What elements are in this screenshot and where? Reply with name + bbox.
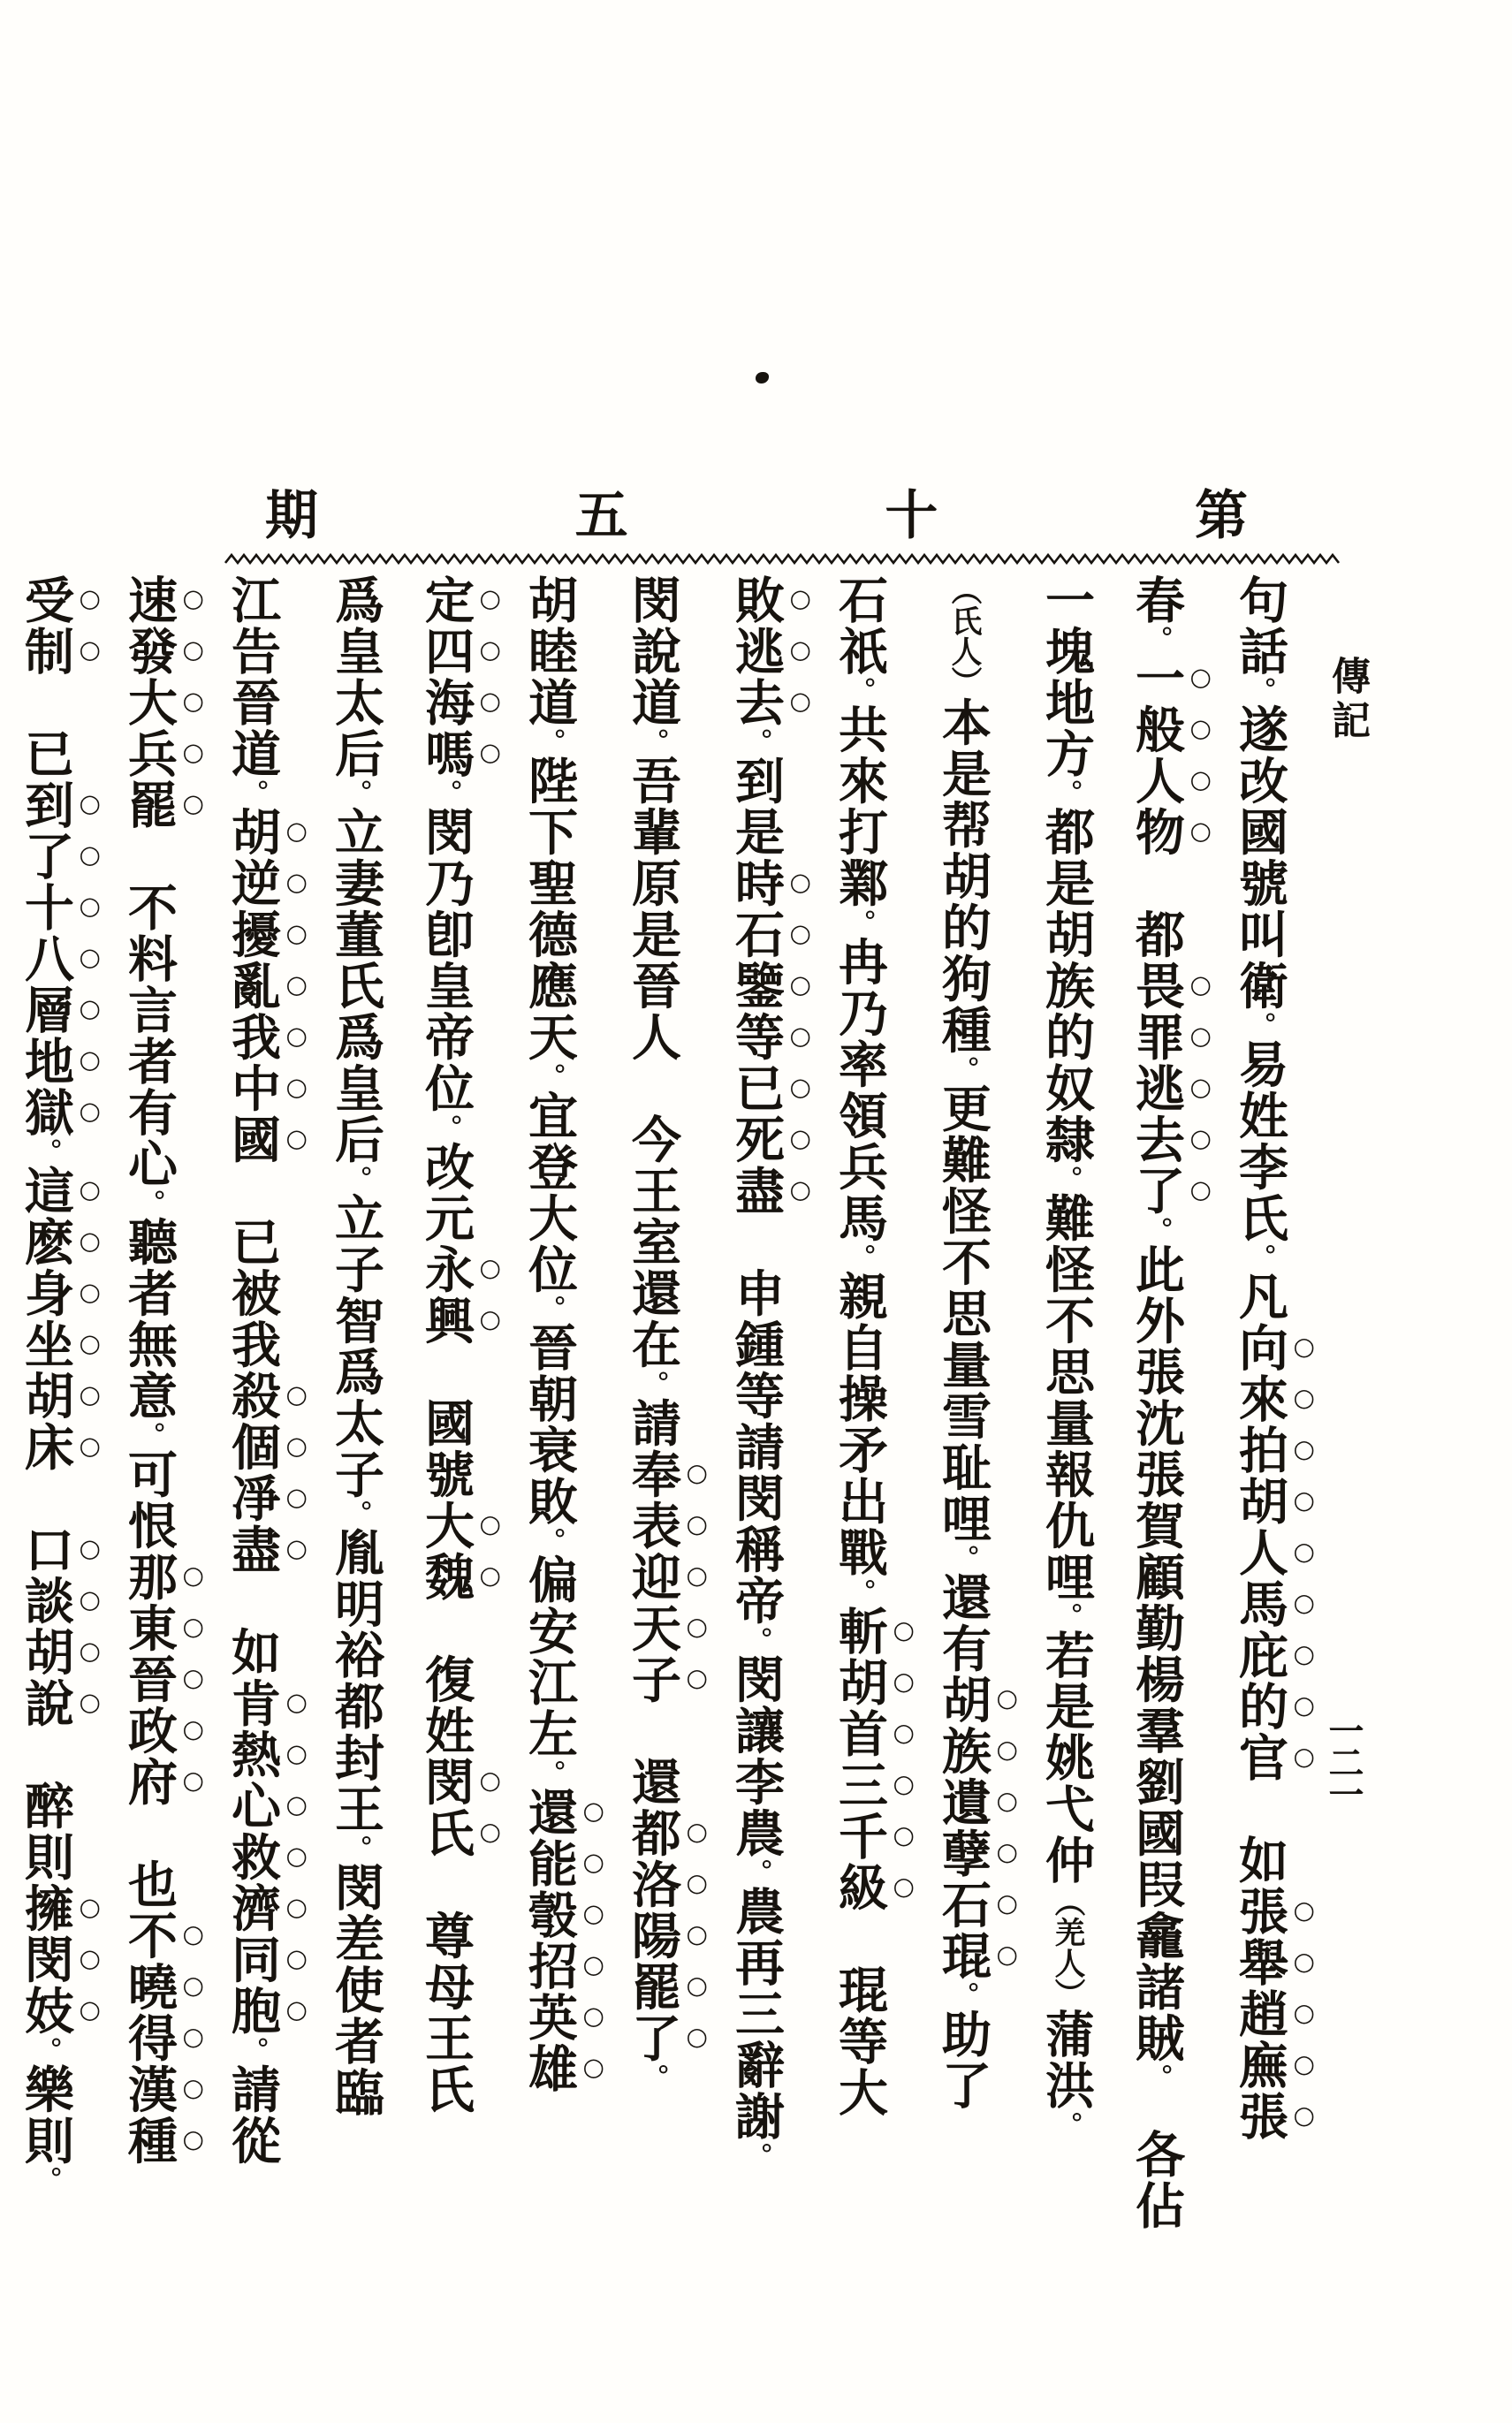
punctuation: 。: [947, 1544, 979, 1572]
text-run: 已被我: [224, 1165, 282, 1371]
text-run: 國號: [417, 1346, 475, 1500]
punctuation: 。: [1141, 626, 1173, 653]
text-column-3: [1022, 574, 1112, 2285]
punctuation: 。: [30, 2166, 62, 2194]
text-run: 請從: [224, 2063, 282, 2167]
punctuation: 。: [1051, 2111, 1083, 2139]
text-run: 已: [17, 677, 75, 779]
emphasized-text: 口談胡說: [17, 1523, 75, 1729]
page-number: 一二一: [1323, 1713, 1364, 1808]
text-run: 今王室還在: [624, 1062, 682, 1371]
text-run: 可恨: [120, 1448, 179, 1552]
emphasized-text: 還能彀招英雄: [520, 1787, 579, 2095]
punctuation: 。: [430, 779, 462, 807]
punctuation: 。: [637, 2063, 669, 2092]
text-column-10: [311, 574, 401, 2285]
emphasized-text: 斬胡首三千級: [831, 1606, 889, 1914]
emphasized-text: 張舉趙廡張: [1231, 1886, 1289, 2143]
text-column-5: [815, 574, 918, 2285]
text-run: 陛下聖德應天: [520, 755, 579, 1063]
punctuation: 。: [534, 1759, 566, 1788]
emphasized-text: 受制: [17, 574, 75, 677]
punctuation: 。: [844, 1578, 876, 1606]
text-column-1: [1215, 574, 1318, 2285]
text-run: 閔說道: [624, 574, 682, 728]
emphasized-text: 時石鑒等已死盡: [727, 857, 786, 1217]
text-run: 晉朝衰敗: [520, 1322, 579, 1528]
text-run: 如: [1231, 1783, 1289, 1887]
punctuation: 。: [340, 1500, 372, 1528]
text-run: [17, 1473, 75, 1524]
text-run: 共來打鄴: [831, 703, 889, 909]
text-run: 聽者無意: [120, 1216, 179, 1422]
emphasized-text: 畏罪逃去了: [1128, 960, 1186, 1217]
punctuation: 。: [340, 1834, 372, 1863]
emphasized-text: 定四海嗎: [417, 574, 475, 779]
emphasized-text: 殺個凈盡: [224, 1370, 282, 1576]
emphasized-text: 速發大兵罷: [120, 574, 179, 831]
emphasized-text: 一般人物: [1128, 652, 1186, 858]
header-char-shi: 十: [885, 485, 938, 547]
punctuation: 。: [430, 1113, 462, 1142]
text-run: 本是帮胡的狗種: [934, 696, 992, 1056]
text-run: 凡: [1231, 1271, 1289, 1323]
text-run: （氏人）: [946, 574, 982, 697]
text-run: 還有: [934, 1571, 992, 1675]
text-run: 一塊地方: [1037, 574, 1096, 779]
punctuation: 。: [1141, 2063, 1173, 2078]
text-column-7: [608, 574, 711, 2285]
wavy-rule: [224, 546, 1340, 569]
text-run: 更難怪不思量雪耻哩: [934, 1082, 992, 1545]
text-column-8: [505, 574, 608, 2285]
section-label: 傳記: [1325, 656, 1370, 744]
text-run: 不料言者有心: [120, 831, 179, 1189]
punctuation: 。: [534, 1295, 566, 1323]
punctuation: 。: [534, 728, 566, 756]
text-run: 石祇: [831, 574, 889, 677]
punctuation: 。: [844, 1243, 876, 1272]
text-run: 農再三辭謝: [727, 1886, 786, 2143]
text-column-9: [401, 574, 505, 2285]
text-run: 助了: [934, 2009, 992, 2112]
text-run: 親自操矛出戰: [831, 1271, 889, 1579]
text-run: 爲皇太后: [327, 574, 385, 779]
header-char-di: 第: [1194, 485, 1248, 547]
text-run: 申鍾等請閔稱帝: [727, 1216, 786, 1627]
punctuation: 。: [133, 1189, 165, 1217]
emphasized-text: 胡族遺孽石琨: [934, 1674, 992, 1982]
text-run: 宜登大位: [520, 1090, 579, 1295]
text-run: 易姓李氏: [1231, 1038, 1289, 1244]
punctuation: 。: [844, 908, 876, 937]
text-run: 吾輩原是晉人: [624, 755, 682, 1063]
text-run: 閔差使者臨: [327, 1862, 385, 2119]
text-run: 立妻董氏爲皇后: [327, 806, 385, 1166]
text-run: 蒲洪: [1037, 2009, 1096, 2112]
text-run: 若是姚弋仲: [1037, 1629, 1096, 1887]
text-run: 如: [224, 1575, 282, 1678]
text-run: 樂則: [17, 2063, 75, 2167]
issue-header: [265, 485, 1248, 547]
punctuation: 。: [133, 1421, 165, 1449]
body-text: [17, 574, 1318, 2285]
emphasized-text: 向來拍胡人馬庇的官: [1231, 1322, 1289, 1784]
text-run: 江告晉道: [224, 574, 282, 779]
emphasized-text: 閔氏: [417, 1756, 475, 1859]
text-run: 也: [120, 1807, 179, 1910]
emphasized-text: 大魏: [417, 1500, 475, 1603]
emphasized-text: 這麽身坐胡床: [17, 1165, 75, 1473]
text-run: 醉則: [17, 1728, 75, 1883]
punctuation: 。: [237, 779, 269, 807]
text-run: 改元: [417, 1141, 475, 1244]
text-run: （羌人）: [1049, 1886, 1085, 2009]
text-column-4: [918, 574, 1022, 2285]
text-run: 到是: [727, 755, 786, 858]
text-run: 胡睦道: [520, 574, 579, 728]
text-run: 復姓: [417, 1602, 475, 1757]
emphasized-text: 那東晉政府: [120, 1551, 179, 1808]
punctuation: 。: [30, 2036, 62, 2064]
punctuation: 。: [741, 2142, 772, 2170]
emphasized-text: 不曉得漢種: [120, 1910, 179, 2167]
header-char-wu: 五: [574, 485, 628, 547]
punctuation: 。: [1244, 1011, 1276, 1039]
emphasized-text: 肯熱心救濟同胞: [224, 1677, 282, 2037]
text-run: 此外張沈張賀顧勤楊羣劉國叚龕諸賊: [1128, 1243, 1186, 2064]
emphasized-text: 擁閔妓: [17, 1882, 75, 2037]
text-column-2: [1112, 574, 1215, 2285]
text-run: 都是胡族的奴隸: [1037, 806, 1096, 1166]
ink-spot: [756, 372, 769, 384]
text-run: 冉乃率領兵馬: [831, 936, 889, 1244]
text-run: 請: [624, 1397, 682, 1449]
punctuation: 。: [1244, 677, 1276, 704]
punctuation: 。: [947, 1981, 979, 2009]
punctuation: 。: [1051, 779, 1083, 807]
text-run: 尊母王氏: [417, 1858, 475, 2115]
emphasized-text: 奉表迎天子: [624, 1448, 682, 1705]
text-column-13: [1, 574, 104, 2285]
emphasized-text: 都洛陽罷了: [624, 1807, 682, 2064]
punctuation: 。: [844, 677, 876, 704]
punctuation: 。: [637, 728, 669, 756]
emphasized-text: 永興: [417, 1243, 475, 1347]
text-run: 春: [1128, 574, 1186, 626]
text-run: 閔讓李農: [727, 1653, 786, 1859]
punctuation: 。: [340, 779, 372, 807]
punctuation: 。: [947, 1055, 979, 1083]
text-run: 難怪不思量報仇哩: [1037, 1192, 1096, 1603]
text-run: 都: [1128, 857, 1186, 961]
header-char-qi: 期: [265, 485, 318, 547]
punctuation: 。: [1141, 1216, 1173, 1244]
text-run: 琨等大: [831, 1913, 889, 2119]
punctuation: 。: [741, 1858, 772, 1887]
punctuation: 。: [30, 1138, 62, 1166]
punctuation: 。: [534, 1527, 566, 1555]
punctuation: 。: [340, 1165, 372, 1193]
text-run: 句話: [1231, 574, 1289, 677]
punctuation: 。: [534, 1062, 566, 1090]
emphasized-text: 到了十八層地獄: [17, 779, 75, 1138]
punctuation: 。: [741, 728, 772, 756]
emphasized-text: 胡逆擾亂我中國: [224, 806, 282, 1166]
text-run: 各佔: [1128, 2077, 1186, 2232]
text-column-6: [711, 574, 815, 2285]
punctuation: 。: [741, 1626, 772, 1654]
text-run: 閔乃卽皇帝位: [417, 806, 475, 1114]
punctuation: 。: [637, 1370, 669, 1398]
text-run: 偏安江左: [520, 1554, 579, 1760]
text-column-11: [208, 574, 311, 2285]
text-column-12: [104, 574, 208, 2285]
emphasized-text: 敗逃去: [727, 574, 786, 728]
punctuation: 。: [1051, 1602, 1083, 1630]
text-run: 胤明裕都封王: [327, 1527, 385, 1835]
text-run: 還: [624, 1705, 682, 1808]
punctuation: 。: [237, 2036, 269, 2064]
punctuation: 。: [1244, 1243, 1276, 1272]
text-run: 立子智爲太子: [327, 1192, 385, 1500]
punctuation: 。: [1051, 1165, 1083, 1193]
text-run: 遂改國號叫衛: [1231, 703, 1289, 1012]
